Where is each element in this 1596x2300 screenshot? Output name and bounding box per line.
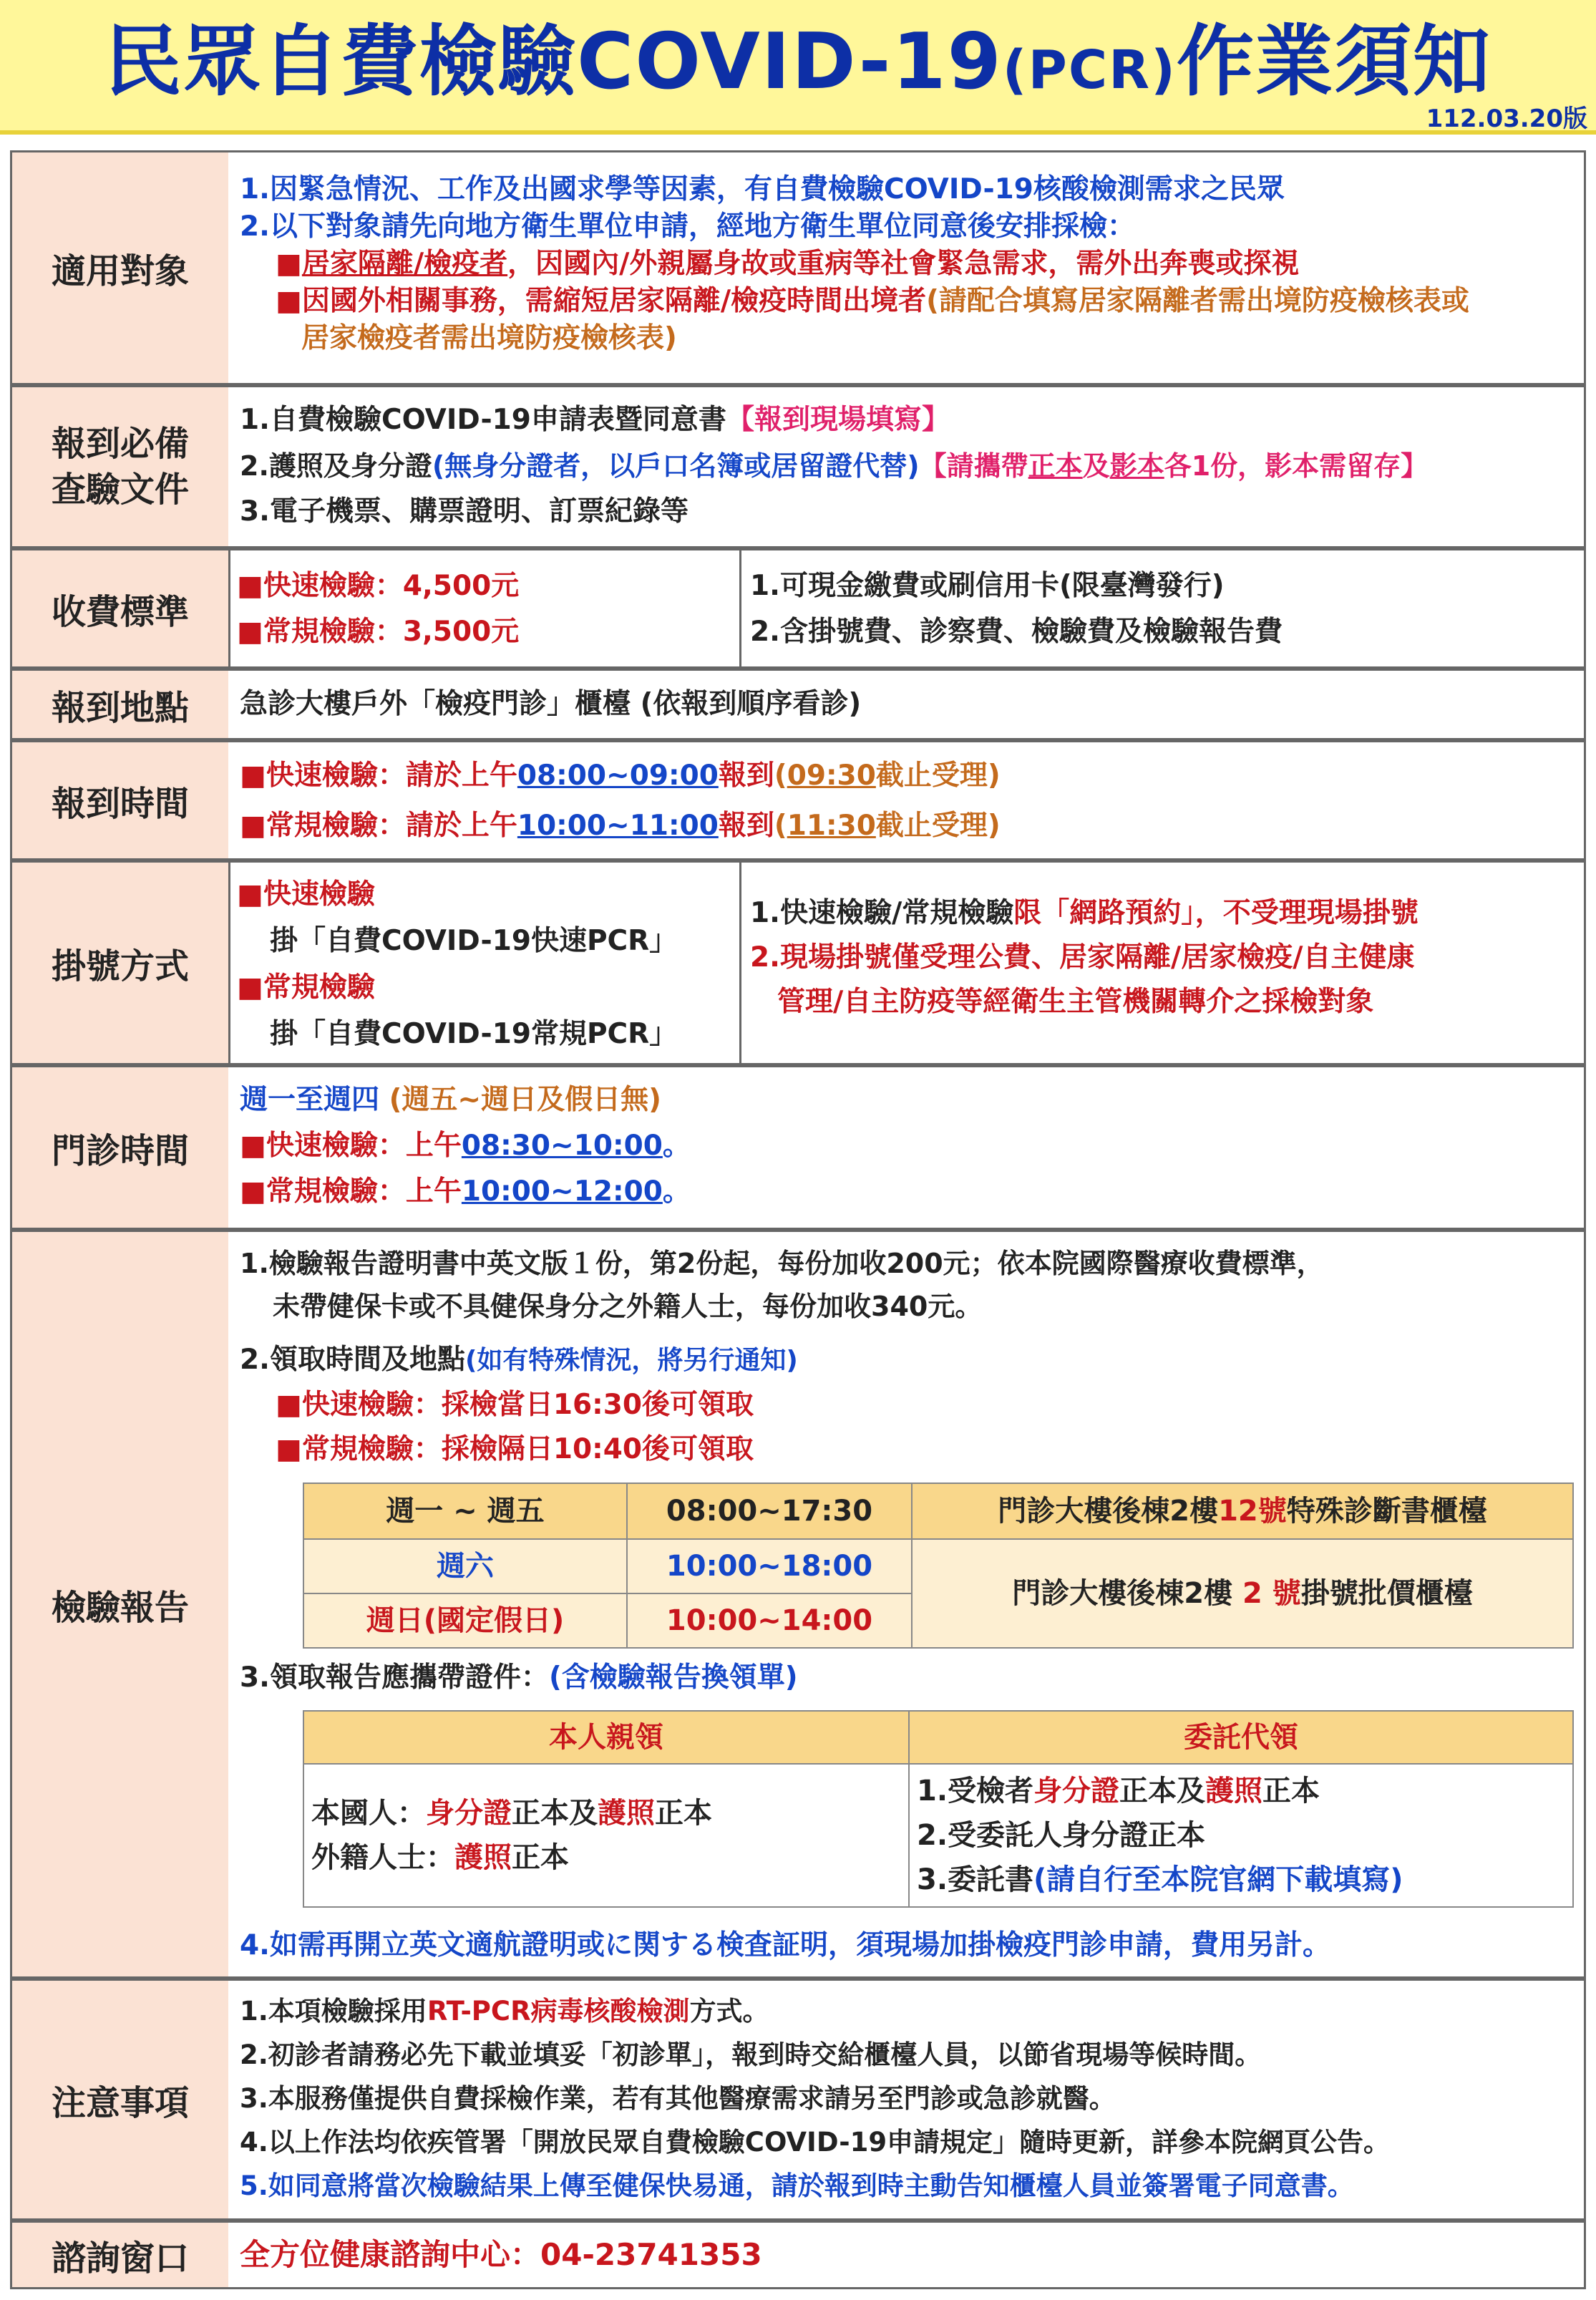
- square-bullet-icon: ■: [237, 570, 263, 602]
- text: 10:00~11:00: [517, 810, 719, 842]
- reg-fast: [237, 871, 731, 918]
- square-bullet-icon: ■: [240, 1175, 266, 1208]
- row-checkin: [10, 740, 1586, 860]
- square-bullet-icon: ■: [237, 616, 263, 648]
- text: 護照: [598, 1797, 655, 1830]
- text: 1.自費檢驗COVID-19申請表暨同意書: [240, 404, 726, 436]
- fee-fast: [237, 563, 731, 609]
- fees-right: [741, 550, 1584, 666]
- label-line: 查驗文件: [51, 470, 189, 510]
- text: 12號: [1218, 1495, 1287, 1528]
- text: 正本: [1028, 450, 1083, 482]
- row-clinic: [10, 1065, 1586, 1230]
- text: 。: [662, 1130, 691, 1162]
- table-cell: [912, 1483, 1573, 1539]
- table-cell: 週一 ~ 週五: [303, 1483, 627, 1539]
- text: 08:30~10:00: [461, 1130, 663, 1162]
- text: 快速檢驗: [263, 878, 375, 911]
- text: 截止受理): [875, 760, 1001, 792]
- self-line-1: [311, 1791, 908, 1835]
- header-banner: [0, 0, 1596, 135]
- label-line: 報到必備: [51, 424, 189, 464]
- table-cell: 10:00~14:00: [627, 1593, 912, 1648]
- text: 截止受理): [875, 810, 1001, 842]
- table-cell: 委託代領: [909, 1711, 1573, 1764]
- square-bullet-icon: ■: [240, 760, 266, 792]
- text: 特殊診斷書櫃檯: [1286, 1495, 1487, 1528]
- row-label: 適用對象: [12, 152, 230, 383]
- checkin-fast: [240, 751, 1572, 801]
- row-label: 諮詢窗口: [12, 2223, 230, 2287]
- text: 快速檢驗：請於上午: [266, 760, 517, 792]
- note-2: 2.初診者請務必先下載並填妥「初診單」，報到時交給櫃檯人員，以節省現場等候時間。: [240, 2039, 1262, 2070]
- row-content: [228, 671, 1584, 738]
- text: 快速檢驗：4,500元: [263, 570, 520, 602]
- row-report: [10, 1230, 1586, 1979]
- table-cell: [303, 1764, 909, 1907]
- title-main: 民眾自費檢驗COVID-19: [104, 17, 1003, 107]
- registration-right: [741, 863, 1584, 1063]
- documents-line-3: 3.電子機票、購票證明、訂票紀錄等: [240, 495, 688, 528]
- note-5: 5.如同意將當次檢驗結果上傳至健保快易通，請於報到時主動告知櫃檯人員並簽署電子同意書。: [240, 2170, 1354, 2201]
- text: 方式。: [689, 1996, 769, 2027]
- consult-contact: 全方位健康諮詢中心：04-23741353: [240, 2237, 762, 2272]
- table-row: [303, 1764, 1573, 1907]
- text: 影本: [1109, 450, 1164, 482]
- report-p2: [240, 1338, 798, 1472]
- text: 報到: [718, 810, 774, 842]
- title-tail: 作業須知: [1176, 17, 1492, 107]
- row-content: [228, 742, 1584, 858]
- text: 及: [1082, 450, 1110, 482]
- table-cell: [909, 1764, 1573, 1907]
- text: 1.本項檢驗採用: [240, 1996, 427, 2027]
- row-content: [228, 2223, 1584, 2287]
- report-p1: [240, 1242, 1324, 1328]
- row-notes: [10, 1979, 1586, 2221]
- row-applicable: [10, 150, 1586, 385]
- clinic-regular: [240, 1169, 1572, 1215]
- applicable-bullet-2: [240, 283, 1572, 320]
- location-text: 急診大樓戶外「檢疫門診」櫃檯 (依報到順序看診): [240, 688, 862, 720]
- text: (無身分證者，以戶口名簿或居留證代替): [432, 450, 920, 482]
- row-label: 掛號方式: [12, 863, 230, 1063]
- report-p2-heading: [240, 1338, 798, 1383]
- square-bullet-icon: ■: [276, 248, 302, 280]
- reg-note-2-cont: 管理/自主防疫等經衛生主管機關轉介之採檢對象: [777, 986, 1374, 1018]
- text: 外籍人士：: [311, 1841, 454, 1874]
- fee-note-2: 2.含掛號費、診察費、檢驗費及檢驗報告費: [750, 616, 1283, 648]
- documents-line-1: [240, 397, 1572, 443]
- text: 3.領取報告應攜帶證件：: [240, 1661, 549, 1694]
- reg-note-1: [750, 891, 1575, 936]
- text: (: [774, 810, 787, 842]
- applicable-bullet-2-cont: 居家檢疫者需出境防疫檢核表): [301, 322, 677, 354]
- square-bullet-icon: ■: [276, 1389, 302, 1421]
- text: 本國人：: [311, 1797, 426, 1830]
- square-bullet-icon: ■: [240, 1130, 266, 1162]
- note-1: [240, 1989, 1572, 2033]
- row-label: 檢驗報告: [12, 1232, 230, 1976]
- reg-regular-code: 掛「自費COVID-19常規PCR」: [270, 1018, 678, 1050]
- table-row: [303, 1539, 1573, 1593]
- text: 常規檢驗：3,500元: [263, 616, 520, 648]
- report-p2-fast: [240, 1383, 798, 1427]
- registration-left: [228, 863, 739, 1063]
- text: (週五~週日及假日無): [389, 1084, 661, 1116]
- text: 正本及: [512, 1797, 598, 1830]
- table-cell: 本人親領: [303, 1711, 909, 1764]
- text: 正本: [1262, 1775, 1320, 1808]
- text: 1.快速檢驗/常規檢驗: [750, 897, 1014, 929]
- text: 護照: [454, 1841, 512, 1874]
- row-label: 注意事項: [12, 1981, 230, 2218]
- clinic-days: [240, 1077, 1572, 1123]
- proxy-line-1: [917, 1769, 1572, 1813]
- text: 居家隔離/檢疫者: [301, 248, 508, 280]
- reg-note-2: 2.現場掛號僅受理公費、居家隔離/居家檢疫/自主健康: [750, 941, 1415, 974]
- table-cell: 週日(國定假日): [303, 1593, 627, 1648]
- square-bullet-icon: ■: [276, 1433, 302, 1465]
- text: (請自行至本院官網下載填寫): [1033, 1863, 1403, 1896]
- text: 身分證: [1033, 1775, 1120, 1808]
- text: RT-PCR病毒核酸檢測: [427, 1996, 690, 2027]
- note-4: 4.以上作法均依疾管署「開放民眾自費檢驗COVID-19申請規定」隨時更新，詳參本院網頁公告。: [240, 2127, 1391, 2158]
- text: 限「網路預約」，不受理現場掛號: [1013, 897, 1419, 929]
- square-bullet-icon: ■: [237, 878, 263, 911]
- table-row: [303, 1711, 1573, 1764]
- text: 常規檢驗: [263, 971, 375, 1004]
- table-row: [303, 1483, 1573, 1539]
- row-label: [12, 387, 230, 546]
- title-pcr: (PCR): [1002, 39, 1177, 101]
- note-3: 3.本服務僅提供自費採檢作業，若有其他醫療需求請另至門診或急診就醫。: [240, 2083, 1116, 2114]
- row-content: [228, 1067, 1584, 1228]
- page-title: [0, 16, 1596, 117]
- text: 常規檢驗：上午: [266, 1175, 462, 1208]
- proxy-line-2: 2.受委託人身分證正本: [917, 1819, 1206, 1852]
- text: 週一至週四: [240, 1084, 389, 1116]
- row-label: 報到地點: [12, 671, 230, 738]
- text: 1.受檢者: [917, 1775, 1034, 1808]
- text: 3.委託書: [917, 1863, 1034, 1896]
- pickup-id-table: [303, 1710, 1574, 1908]
- text: 快速檢驗：採檢當日16:30後可領取: [301, 1389, 754, 1421]
- text: 2.領取時間及地點: [240, 1344, 465, 1376]
- report-p4: 4.如需再開立英文適航證明或に関する検査証明，須現場加掛檢疫門診申請，費用另計。: [240, 1929, 1330, 1961]
- row-label: 報到時間: [12, 742, 230, 858]
- text: 2.護照及身分證: [240, 450, 432, 482]
- table-cell: 10:00~18:00: [627, 1539, 912, 1593]
- text: 常規檢驗：請於上午: [266, 810, 517, 842]
- text: 08:00~09:00: [517, 760, 719, 792]
- text: 報到: [718, 760, 774, 792]
- text: (請配合填寫居家隔離者需出境防疫檢核表或: [926, 285, 1469, 317]
- reg-fast-code: 掛「自費COVID-19快速PCR」: [270, 925, 678, 957]
- row-consult: [10, 2221, 1586, 2289]
- text: 正本: [655, 1797, 712, 1830]
- text: 掛號批價櫃檯: [1300, 1577, 1473, 1610]
- text: 因國外相關事務，需縮短居家隔離/檢疫時間出境者: [301, 285, 927, 317]
- text: (含檢驗報告換領單): [548, 1661, 798, 1694]
- table-cell: [912, 1539, 1573, 1648]
- version-label: 112.03.20版: [1426, 105, 1587, 133]
- row-content: [228, 1981, 1584, 2218]
- applicable-line-2: 2.以下對象請先向地方衛生單位申請，經地方衛生單位同意後安排採檢：: [240, 210, 1135, 243]
- applicable-bullet-1: [240, 246, 1572, 283]
- text: 各1份，影本需留存】: [1164, 450, 1429, 482]
- square-bullet-icon: ■: [276, 285, 302, 317]
- row-documents: [10, 385, 1586, 548]
- table-cell: 08:00~17:30: [627, 1483, 912, 1539]
- fee-regular: [237, 609, 731, 655]
- text: 正本: [512, 1841, 569, 1874]
- row-content: [228, 387, 1584, 546]
- checkin-regular: [240, 801, 1572, 851]
- row-label: 收費標準: [12, 550, 230, 666]
- text: 門診大樓後棟2樓: [1012, 1577, 1242, 1610]
- row-label: 門診時間: [12, 1067, 230, 1228]
- text: 未帶健保卡或不具健保身分之外籍人士，每份加收340元。: [273, 1291, 983, 1322]
- text: 正本及: [1119, 1775, 1206, 1808]
- clinic-fast: [240, 1123, 1572, 1169]
- text: 11:30: [787, 810, 876, 842]
- fees-left: [228, 550, 739, 666]
- row-content: [228, 152, 1584, 383]
- text: 常規檢驗：採檢隔日10:40後可領取: [301, 1433, 754, 1465]
- fee-note-1: 1.可現金繳費或刷信用卡(限臺灣發行): [750, 570, 1225, 602]
- pickup-schedule-table: [303, 1483, 1574, 1649]
- row-content: [228, 1232, 1584, 1976]
- text: 10:00~12:00: [461, 1175, 663, 1208]
- text: 1.檢驗報告證明書中英文版１份，第2份起，每份加收200元；依本院國際醫療收費標準，: [240, 1248, 1324, 1279]
- text: 【報到現場填寫】: [726, 404, 950, 436]
- text: ，因國內/外親屬身故或重病等社會緊急需求，需外出奔喪或探視: [507, 248, 1300, 280]
- text: 身分證: [426, 1797, 512, 1830]
- text: 2 號: [1242, 1577, 1301, 1610]
- text: 【請攜帶: [919, 450, 1028, 482]
- row-fees: [10, 548, 1586, 669]
- report-p3: [240, 1656, 798, 1700]
- proxy-line-3: [917, 1858, 1572, 1902]
- square-bullet-icon: ■: [240, 810, 266, 842]
- report-p2-regular: [240, 1427, 798, 1472]
- text: (如有特殊情況，將另行通知): [464, 1346, 798, 1375]
- documents-line-2: [240, 443, 1572, 489]
- square-bullet-icon: ■: [237, 971, 263, 1004]
- text: (: [774, 760, 787, 792]
- row-location: [10, 669, 1586, 740]
- text: 。: [662, 1175, 691, 1208]
- reg-regular: [237, 964, 731, 1011]
- text: 護照: [1205, 1775, 1263, 1808]
- text: 門診大樓後棟2樓: [998, 1495, 1219, 1528]
- text: 09:30: [787, 760, 876, 792]
- row-registration: [10, 860, 1586, 1065]
- table-cell: 週六: [303, 1539, 627, 1593]
- applicable-line-1: 1.因緊急情況、工作及出國求學等因素，有自費檢驗COVID-19核酸檢測需求之民眾: [240, 173, 1285, 205]
- self-line-2: [311, 1835, 908, 1880]
- text: 快速檢驗：上午: [266, 1130, 462, 1162]
